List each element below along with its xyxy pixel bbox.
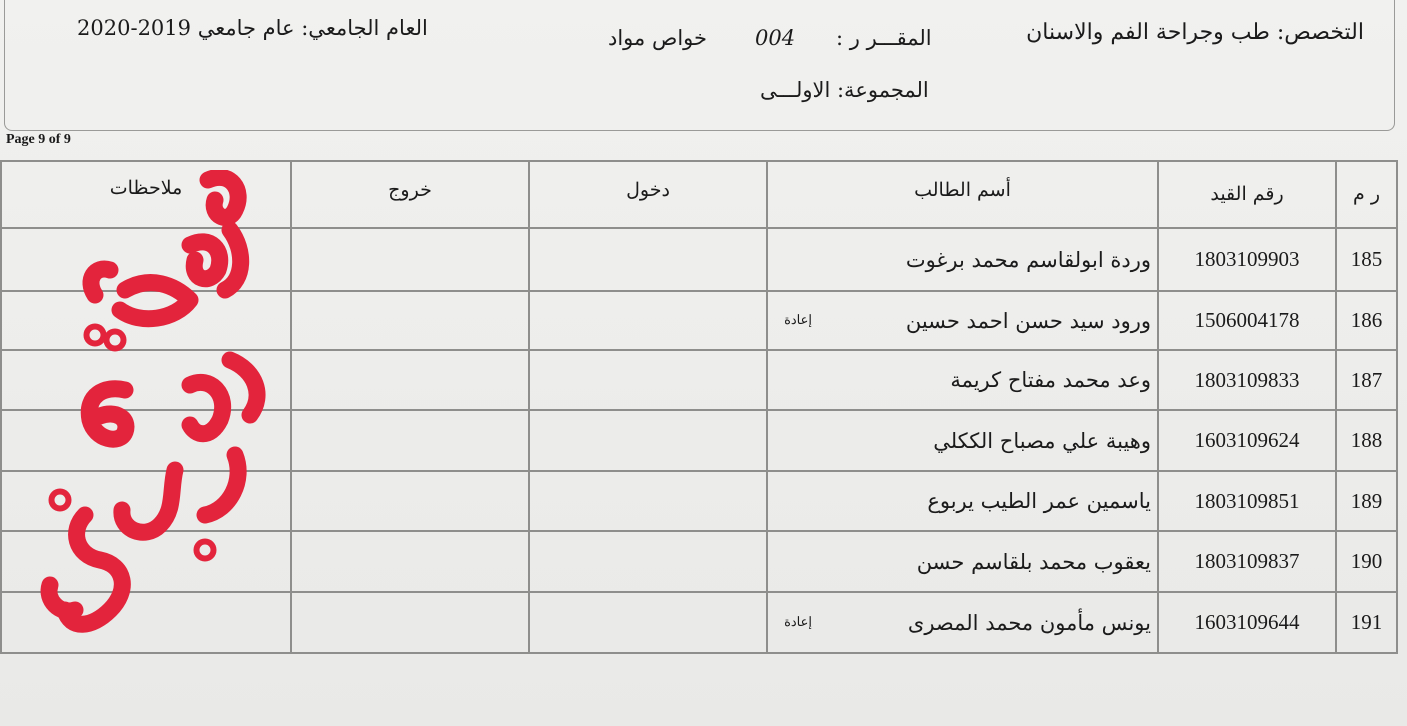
row-registration: 1803109903 xyxy=(1194,247,1300,271)
column-header-student-name: أسم الطالب xyxy=(914,179,1011,201)
group: المجموعة: الاولـــى xyxy=(760,78,929,102)
row-student-name: وعد محمد مفتاح كريمة xyxy=(950,368,1151,392)
column-header-notes: ملاحظات xyxy=(109,176,183,199)
column-header-index: ر م xyxy=(1353,182,1380,205)
column-header-entry: دخول xyxy=(626,179,670,201)
course-code: 004 xyxy=(755,26,796,50)
row-student-name: يعقوب محمد بلقاسم حسن xyxy=(916,549,1151,574)
row-registration: 1603109624 xyxy=(1194,428,1300,452)
repeat-tag: إعادة xyxy=(784,615,812,630)
course-label: المقـــر ر : xyxy=(836,26,932,50)
handwritten-room-note xyxy=(30,170,300,670)
course-name: خواص مواد xyxy=(608,26,708,50)
column-header-registration: رقم القيد xyxy=(1210,182,1284,205)
column-header-exit: خروج xyxy=(388,179,432,201)
row-index: 185 xyxy=(1350,247,1383,271)
row-registration: 1603109644 xyxy=(1194,610,1300,634)
row-student-name: يونس مأمون محمد المصرى xyxy=(907,610,1151,635)
row-registration: 1506004178 xyxy=(1194,308,1300,332)
row-index: 190 xyxy=(1350,549,1383,573)
header-box xyxy=(4,0,1395,131)
row-student-name: ورود سيد حسن احمد حسين xyxy=(905,308,1151,333)
row-index: 188 xyxy=(1350,428,1383,452)
row-student-name: ياسمين عمر الطيب يربوع xyxy=(927,489,1151,513)
row-registration: 1803109837 xyxy=(1194,549,1300,573)
row-student-name: وردة ابولقاسم محمد برغوت xyxy=(905,247,1151,272)
row-index: 189 xyxy=(1350,488,1383,513)
page-indicator: Page 9 of 9 xyxy=(6,132,71,147)
row-index: 187 xyxy=(1350,367,1383,392)
row-registration: 1803109851 xyxy=(1194,488,1300,513)
specialization: التخصص: طب وجراحة الفم والاسنان xyxy=(1026,20,1364,45)
row-index: 186 xyxy=(1350,308,1383,332)
row-registration: 1803109833 xyxy=(1194,367,1300,392)
row-index: 191 xyxy=(1350,610,1383,634)
repeat-tag: إعادة xyxy=(784,313,812,328)
academic-year: العام الجامعي: عام جامعي 2019-2020 xyxy=(77,16,428,40)
row-student-name: وهيبة علي مصباح الككلي xyxy=(933,428,1151,453)
